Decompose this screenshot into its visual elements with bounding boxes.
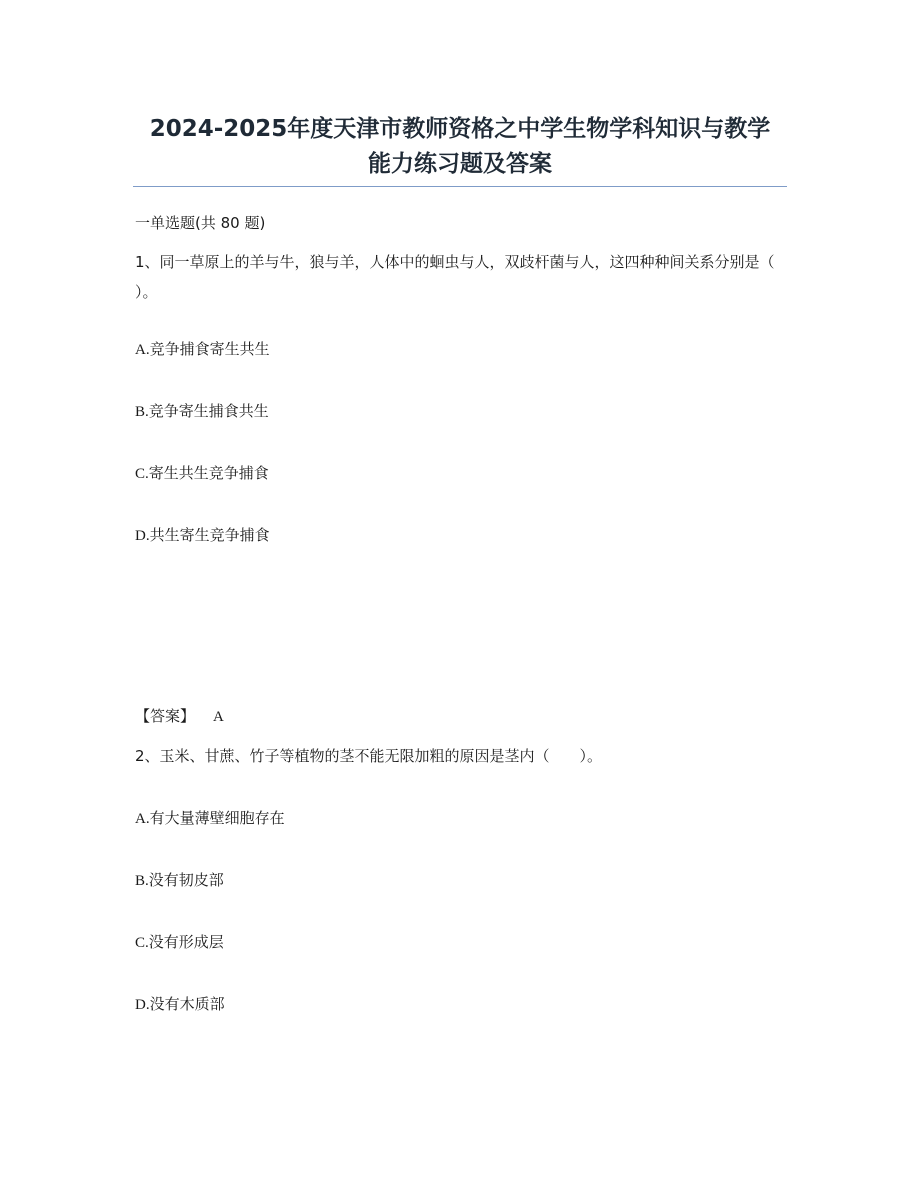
option-text: 有大量薄壁细胞存在 <box>149 809 285 827</box>
option-letter: C. <box>135 466 149 482</box>
option-letter: A. <box>135 811 150 827</box>
option-text: 没有木质部 <box>149 995 225 1013</box>
document-title-line-1: 2024-2025年度天津市教师资格之中学生物学科知识与教学 <box>149 116 771 142</box>
option-letter: A. <box>135 342 150 358</box>
option-letter: B. <box>135 873 149 889</box>
document-title-line-2: 能力练习题及答案 <box>368 151 552 177</box>
question-2-option-c <box>135 931 224 954</box>
option-text: 没有形成层 <box>148 933 224 951</box>
option-text: 没有韧皮部 <box>148 871 224 889</box>
question-2-option-b <box>135 869 224 892</box>
answer-value: A <box>213 709 224 725</box>
option-letter: D. <box>135 528 150 544</box>
option-letter: C. <box>135 935 149 951</box>
question-1-answer <box>135 705 224 728</box>
option-text: 寄生共生竞争捕食 <box>148 464 269 482</box>
question-1-option-b <box>135 400 269 423</box>
title-divider <box>133 186 787 187</box>
question-2-option-a <box>135 807 285 830</box>
question-1-stem: 1、同一草原上的羊与牛，狼与羊，人体中的蛔虫与人，双歧杆菌与人，这四种种间关系分别是（ ）。 <box>135 253 775 301</box>
question-1-option-d <box>135 524 270 547</box>
question-2-stem: 2、玉米、甘蔗、竹子等植物的茎不能无限加粗的原因是茎内（ ）。 <box>135 747 603 765</box>
question-1-option-c <box>135 462 269 485</box>
question-2-option-d <box>135 993 225 1016</box>
option-text: 共生寄生竞争捕食 <box>149 526 270 544</box>
question-1-option-a <box>135 338 270 361</box>
section-heading: 一单选题(共 80 题) <box>135 214 266 232</box>
option-text: 竞争捕食寄生共生 <box>149 340 270 358</box>
option-letter: B. <box>135 404 149 420</box>
document-title <box>120 112 800 182</box>
option-text: 竞争寄生捕食共生 <box>148 402 269 420</box>
answer-label: 【答案】 <box>135 707 196 725</box>
option-letter: D. <box>135 997 150 1013</box>
